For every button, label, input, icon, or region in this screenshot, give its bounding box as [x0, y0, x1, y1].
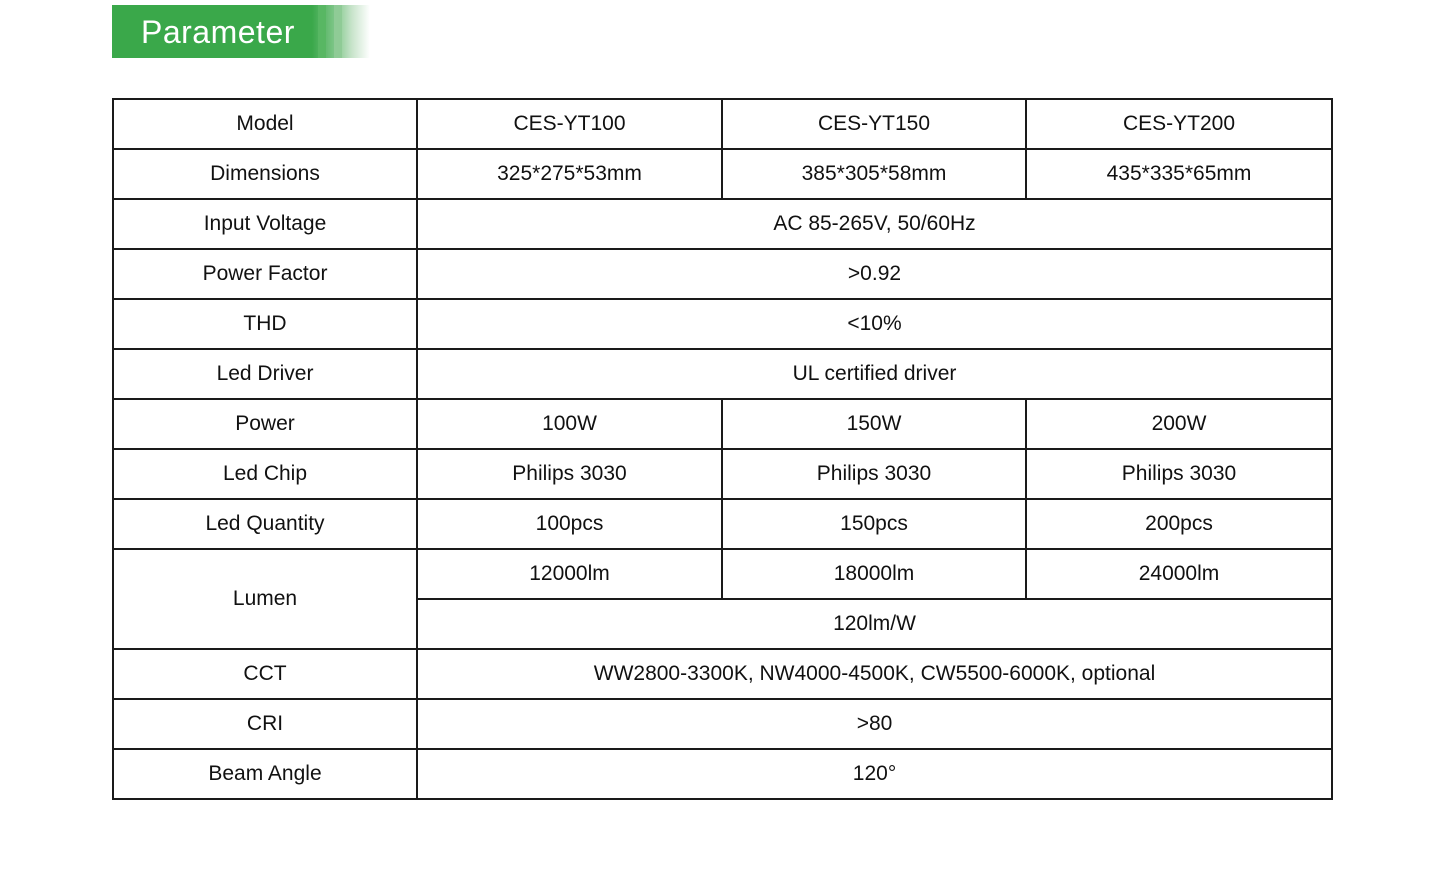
model-cell: CES-YT100 — [417, 99, 722, 149]
efficacy-cell: 120lm/W — [417, 599, 1332, 649]
model-cell: CES-YT200 — [1026, 99, 1332, 149]
led-chip-cell: Philips 3030 — [722, 449, 1026, 499]
power-cell: 200W — [1026, 399, 1332, 449]
table-row-thd — [113, 299, 1332, 349]
row-label: Lumen — [113, 549, 417, 649]
table-row-cct — [113, 649, 1332, 699]
led-driver-cell: UL certified driver — [417, 349, 1332, 399]
row-label: Dimensions — [113, 149, 417, 199]
cct-cell: WW2800-3300K, NW4000-4500K, CW5500-6000K, optional — [417, 649, 1332, 699]
row-label: Power — [113, 399, 417, 449]
table-row-lumen — [113, 549, 1332, 599]
cri-cell: >80 — [417, 699, 1332, 749]
dimensions-cell: 435*335*65mm — [1026, 149, 1332, 199]
table-row-led-driver — [113, 349, 1332, 399]
row-label: Model — [113, 99, 417, 149]
section-title: Parameter — [141, 14, 295, 50]
table-row-power — [113, 399, 1332, 449]
row-label: Led Chip — [113, 449, 417, 499]
lumen-cell: 18000lm — [722, 549, 1026, 599]
power-factor-cell: >0.92 — [417, 249, 1332, 299]
dimensions-cell: 385*305*58mm — [722, 149, 1026, 199]
led-quantity-cell: 100pcs — [417, 499, 722, 549]
led-quantity-cell: 200pcs — [1026, 499, 1332, 549]
power-cell: 150W — [722, 399, 1026, 449]
led-quantity-cell: 150pcs — [722, 499, 1026, 549]
row-label: Beam Angle — [113, 749, 417, 799]
led-chip-cell: Philips 3030 — [417, 449, 722, 499]
row-label: Led Quantity — [113, 499, 417, 549]
table-row-led-quantity — [113, 499, 1332, 549]
row-label: Led Driver — [113, 349, 417, 399]
input-voltage-cell: AC 85-265V, 50/60Hz — [417, 199, 1332, 249]
power-cell: 100W — [417, 399, 722, 449]
lumen-cell: 12000lm — [417, 549, 722, 599]
dimensions-cell: 325*275*53mm — [417, 149, 722, 199]
banner-stripe — [318, 5, 326, 58]
table-row-power-factor — [113, 249, 1332, 299]
table-row-led-chip — [113, 449, 1332, 499]
table-row-model — [113, 99, 1332, 149]
lumen-cell: 24000lm — [1026, 549, 1332, 599]
table-row-dimensions — [113, 149, 1332, 199]
led-chip-cell: Philips 3030 — [1026, 449, 1332, 499]
table-row-beam-angle — [113, 749, 1332, 799]
thd-cell: <10% — [417, 299, 1332, 349]
row-label: Input Voltage — [113, 199, 417, 249]
beam-angle-cell: 120° — [417, 749, 1332, 799]
row-label: THD — [113, 299, 417, 349]
banner-stripe — [334, 5, 342, 58]
model-cell: CES-YT150 — [722, 99, 1026, 149]
table-row-cri — [113, 699, 1332, 749]
row-label: CCT — [113, 649, 417, 699]
row-label: CRI — [113, 699, 417, 749]
section-banner — [112, 5, 370, 58]
table-row-input-voltage — [113, 199, 1332, 249]
row-label: Power Factor — [113, 249, 417, 299]
parameter-table — [112, 98, 1333, 800]
